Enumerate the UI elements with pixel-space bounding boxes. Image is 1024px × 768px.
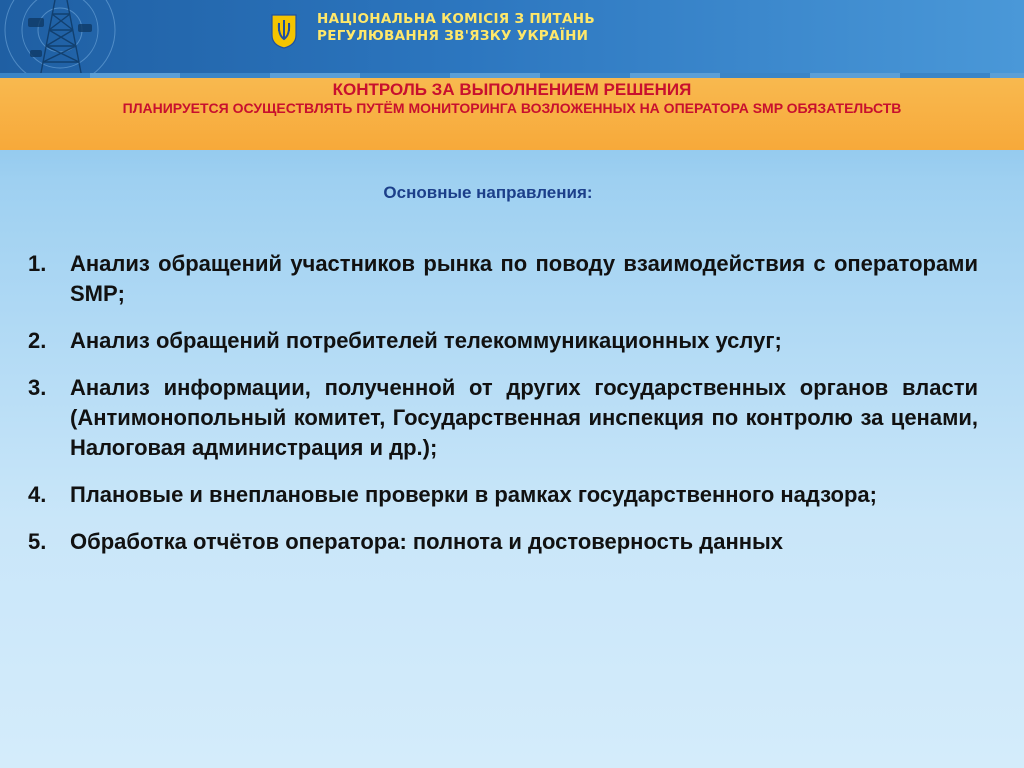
trident-emblem-icon [270, 13, 298, 49]
list-item-text: Анализ обращений участников рынка по поводу взаимодействия с операторами SMP; [70, 251, 978, 306]
slide-title: КОНТРОЛЬ ЗА ВЫПОЛНЕНИЕМ РЕШЕНИЯ [332, 80, 692, 99]
list-item [28, 373, 978, 463]
organization-name [317, 11, 595, 45]
section-heading-text: Основные направления: [383, 183, 593, 202]
list-item-number: 4. [28, 482, 47, 507]
org-name-line2: РЕГУЛЮВАННЯ ЗВ'ЯЗКУ УКРАЇНИ [317, 28, 589, 44]
section-heading [0, 183, 1024, 203]
list-item-text: Анализ информации, полученной от других государственных органов власти (Антимонопольный комитет, Государственная инспекция по контролю за ценами, Налоговая администрация и др.); [70, 375, 978, 460]
list-item-text: Анализ обращений потребителей телекоммуникационных услуг; [70, 328, 782, 353]
list-item-text: Плановые и внеплановые проверки в рамках государственного надзора; [70, 482, 877, 507]
list-item-number: 5. [28, 529, 47, 554]
directions-list [28, 249, 978, 574]
slide-subtitle: ПЛАНИРУЕТСЯ ОСУЩЕСТВЛЯТЬ ПУТЁМ МОНИТОРИНГА ВОЗЛОЖЕННЫХ НА ОПЕРАТОРА SMP ОБЯЗАТЕЛЬСТВ [122, 100, 902, 116]
radio-tower-icon [0, 0, 180, 78]
list-item-text: Обработка отчётов оператора: полнота и достоверность данных [70, 529, 784, 554]
list-item [28, 527, 978, 557]
title-banner [0, 78, 1024, 150]
list-item-number: 2. [28, 328, 47, 353]
list-item [28, 249, 978, 309]
header-bar [0, 0, 1024, 78]
list-item [28, 326, 978, 356]
org-name-line1: НАЦІОНАЛЬНА КОМІСІЯ З ПИТАНЬ [317, 11, 595, 27]
list-item [28, 480, 978, 510]
list-item-number: 1. [28, 251, 47, 276]
list-item-number: 3. [28, 375, 47, 400]
